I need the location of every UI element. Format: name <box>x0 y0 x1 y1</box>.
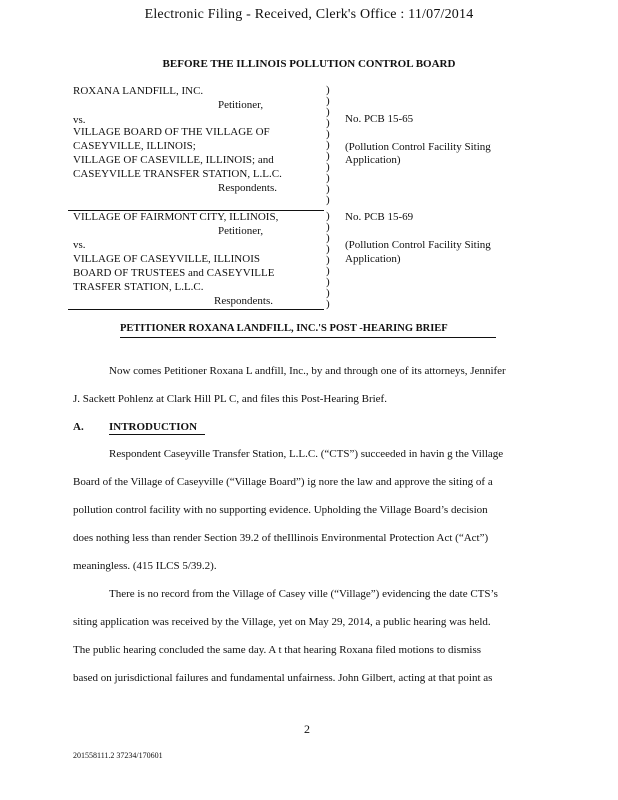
caption-paren: ) <box>326 194 330 206</box>
section-letter: A. <box>73 421 84 433</box>
case2-petitioner: VILLAGE OF FAIRMONT CITY, ILLINOIS, <box>73 211 279 223</box>
case2-case-number: No. PCB 15-69 <box>345 211 414 223</box>
case2-case-description: (Pollution Control Facility Siting <box>345 239 491 251</box>
paragraph-line: meaningless. (415 ILCS 5/39.2). <box>73 560 217 572</box>
case2-petitioner-role: Petitioner, <box>218 225 264 237</box>
paragraph-line: Now comes Petitioner Roxana L andfill, Inc., by and through one of its attorneys, Jennifer <box>109 365 506 377</box>
caption-paren: ) <box>326 298 330 310</box>
caption-paren: ) <box>326 161 330 173</box>
caption-paren: ) <box>326 150 330 162</box>
paragraph-line: does nothing less than render Section 39.2 of theIllinois Environmental Protection Act (“Act”) <box>73 532 489 544</box>
caption-paren: ) <box>326 254 330 266</box>
caption-paren: ) <box>326 139 330 151</box>
caption-bottom-rule <box>68 309 324 310</box>
caption-paren: ) <box>326 232 330 244</box>
caption-paren: ) <box>326 84 330 96</box>
brief-title: PETITIONER ROXANA LANDFILL, INC.'S POST -HEARING BRIEF <box>120 323 448 334</box>
case2-vs: vs. <box>73 239 86 251</box>
case2-case-description: Application) <box>345 253 401 265</box>
caption-paren: ) <box>326 183 330 195</box>
section-heading: INTRODUCTION <box>109 421 198 433</box>
caption-paren: ) <box>326 117 330 129</box>
paragraph-line: There is no record from the Village of Casey ville (“Village”) evidencing the date CTS’s <box>109 588 498 600</box>
paragraph-line: based on jurisdictional failures and fundamental unfairness. John Gilbert, acting at that point as <box>73 672 493 684</box>
caption-paren: ) <box>326 95 330 107</box>
document-id-footer: 201558111.2 37234/170601 <box>73 751 163 760</box>
case1-respondent-line: CASEYVILLE, ILLINOIS; <box>73 140 196 152</box>
case1-case-description: (Pollution Control Facility Siting <box>345 141 491 153</box>
case1-respondents-role: Respondents. <box>218 182 277 194</box>
caption-paren: ) <box>326 172 330 184</box>
case1-petitioner: ROXANA LANDFILL, INC. <box>73 85 204 97</box>
section-heading-underline <box>109 434 205 435</box>
caption-paren: ) <box>326 265 330 277</box>
caption-paren: ) <box>326 106 330 118</box>
case2-respondent-line: BOARD OF TRUSTEES and CASEYVILLE <box>73 267 275 279</box>
case2-respondent-line: VILLAGE OF CASEYVILLE, ILLINOIS <box>73 253 260 265</box>
caption-paren: ) <box>326 287 330 299</box>
board-title: BEFORE THE ILLINOIS POLLUTION CONTROL BOARD <box>162 58 456 70</box>
caption-paren: ) <box>326 210 330 222</box>
paragraph-line: Respondent Caseyville Transfer Station, L.L.C. (“CTS”) succeeded in havin g the Village <box>109 448 504 460</box>
case2-respondents-role: Respondents. <box>214 295 273 307</box>
filing-stamp-header: Electronic Filing - Received, Clerk's Office : 11/07/2014 <box>144 7 474 22</box>
caption-paren: ) <box>326 128 330 140</box>
page-number: 2 <box>304 722 310 736</box>
case1-respondent-line: VILLAGE BOARD OF THE VILLAGE OF <box>73 126 270 138</box>
caption-paren: ) <box>326 243 330 255</box>
case1-respondent-line: VILLAGE OF CASEVILLE, ILLINOIS; and <box>73 154 274 166</box>
caption-paren: ) <box>326 221 330 233</box>
paragraph-line: The public hearing concluded the same day. A t that hearing Roxana filed motions to dismiss <box>73 644 482 656</box>
paragraph-line: siting application was received by the Village, yet on May 29, 2014, a public hearing was held. <box>73 616 491 628</box>
case2-respondent-line: TRASFER STATION, L.L.C. <box>73 281 204 293</box>
case1-case-description: Application) <box>345 154 401 166</box>
paragraph-line: pollution control facility with no supporting evidence. Upholding the Village Board’s decision <box>73 504 488 516</box>
case1-case-number: No. PCB 15-65 <box>345 113 414 125</box>
paragraph-line: J. Sackett Pohlenz at Clark Hill PL C, and files this Post-Hearing Brief. <box>73 393 387 405</box>
case1-respondent-line: CASEYVILLE TRANSFER STATION, L.L.C. <box>73 168 282 180</box>
paragraph-line: Board of the Village of Caseyville (“Village Board”) ig nore the law and approve the siting of a <box>73 476 493 488</box>
caption-paren: ) <box>326 276 330 288</box>
case1-petitioner-role: Petitioner, <box>218 99 264 111</box>
brief-title-underline <box>120 337 496 338</box>
case1-vs: vs. <box>73 114 86 126</box>
